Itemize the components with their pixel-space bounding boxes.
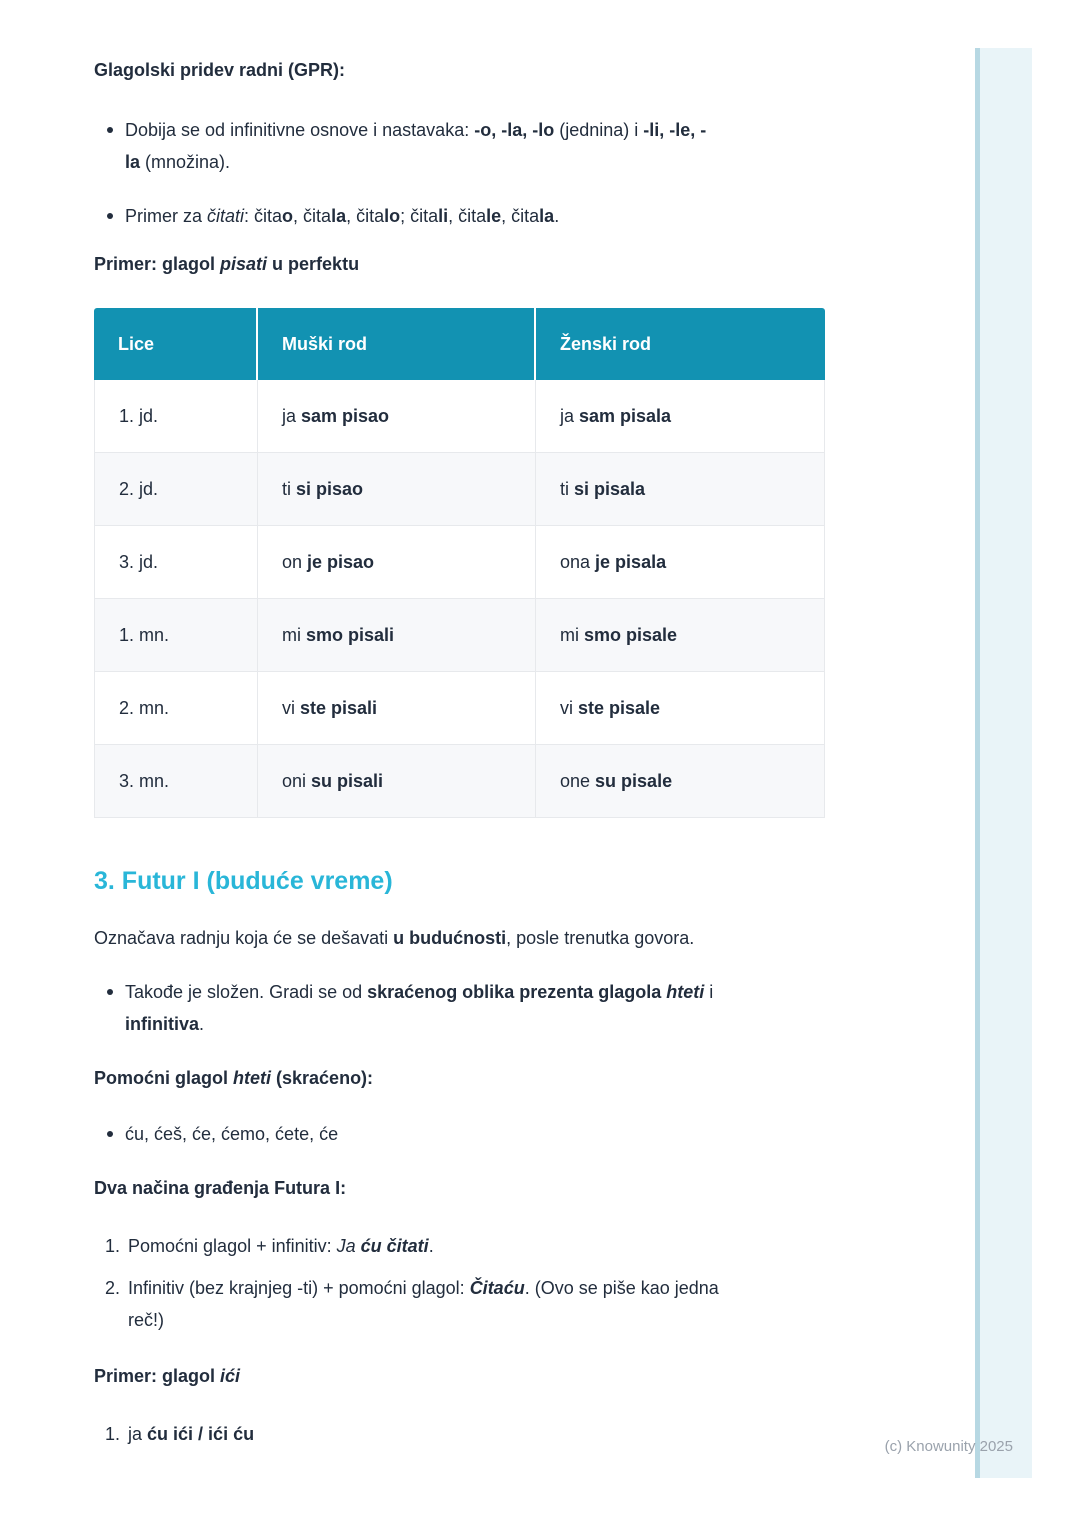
cell-muski: oni su pisali: [258, 745, 536, 818]
list-item-text: ću, ćeš, će, ćemo, ćete, će: [125, 1124, 339, 1144]
list-item-text: ja ću ići / ići ću: [128, 1424, 255, 1444]
table-row: [94, 453, 825, 526]
nacini-ordered-list: [94, 1230, 906, 1336]
cell-lice: 3. mn.: [94, 745, 258, 818]
list-marker: 2.: [105, 1278, 121, 1298]
heading-gpr: Glagolski pridev radni (GPR):: [94, 60, 346, 80]
cell-zenski: one su pisale: [536, 745, 825, 818]
ordered-list-item: [94, 1230, 906, 1262]
cell-muski: on je pisao: [258, 526, 536, 599]
list-item-text: Pomoćni glagol + infinitiv: Ja ću čitati.: [128, 1236, 434, 1256]
cell-zenski: mi smo pisale: [536, 599, 825, 672]
table-row: [94, 672, 825, 745]
cell-zenski: vi ste pisale: [536, 672, 825, 745]
list-item-text: Primer za čitati: čitao, čitala, čitalo; čitali, čitale, čitala.: [125, 206, 560, 226]
list-item: [94, 200, 906, 232]
futur-bullet-list: [94, 976, 906, 1040]
list-item: [94, 976, 906, 1040]
page-content: [94, 0, 906, 1450]
futur-intro-paragraph: Označava radnju koja će se dešavati u budućnosti, posle trenutka govora.: [94, 928, 695, 948]
table-row: [94, 745, 825, 818]
table-row: [94, 599, 825, 672]
list-item-text: Takođe je složen. Gradi se od skraćenog oblika prezenta glagola hteti i infinitiva.: [125, 982, 714, 1034]
list-marker: 1.: [105, 1236, 121, 1256]
list-item: [94, 1118, 906, 1150]
cell-lice: 1. jd.: [94, 380, 258, 453]
header-cell-lice: Lice: [94, 308, 258, 380]
table-caption: Primer: glagol pisati u perfektu: [94, 254, 360, 274]
copyright-notice: (c) Knowunity 2025: [884, 1438, 1013, 1455]
right-margin-stripe: [975, 48, 1032, 1478]
cell-muski: ti si pisao: [258, 453, 536, 526]
table-row: [94, 526, 825, 599]
heading-futur-1: 3. Futur I (buduće vreme): [94, 867, 393, 895]
perfekat-conjugation-table: [94, 308, 825, 818]
ordered-list-item: [94, 1418, 906, 1450]
bullet-dot: [107, 989, 113, 995]
cell-muski: ja sam pisao: [258, 380, 536, 453]
ordered-list-item: [94, 1272, 906, 1336]
cell-muski: mi smo pisali: [258, 599, 536, 672]
list-item-text: Dobija se od infinitivne osnove i nastavaka: -o, -la, -lo (jednina) i -li, -le, - la (množina).: [125, 120, 707, 172]
cell-zenski: ona je pisala: [536, 526, 825, 599]
cell-lice: 1. mn.: [94, 599, 258, 672]
header-cell-zenski-rod: Ženski rod: [536, 308, 825, 380]
bullet-dot: [107, 127, 113, 133]
heading-primer-ici: Primer: glagol ići: [94, 1366, 241, 1386]
gpr-bullet-list: [94, 114, 906, 232]
heading-dva-nacina: Dva načina građenja Futura I:: [94, 1178, 347, 1198]
cell-lice: 2. mn.: [94, 672, 258, 745]
table-header-row: [94, 308, 825, 380]
ici-ordered-list: [94, 1418, 906, 1450]
bullet-dot: [107, 1131, 113, 1137]
list-item-text: Infinitiv (bez krajnjeg -ti) + pomoćni glagol: Čitaću. (Ovo se piše kao jedna reč!): [128, 1278, 719, 1330]
list-marker: 1.: [105, 1424, 121, 1444]
table-row: [94, 380, 825, 453]
heading-pomocni-glagol: Pomoćni glagol hteti (skraćeno):: [94, 1068, 374, 1088]
list-item: [94, 114, 906, 178]
cell-muski: vi ste pisali: [258, 672, 536, 745]
cell-lice: 3. jd.: [94, 526, 258, 599]
header-cell-muski-rod: Muški rod: [258, 308, 536, 380]
bullet-dot: [107, 213, 113, 219]
cell-zenski: ja sam pisala: [536, 380, 825, 453]
pomocni-bullet-list: [94, 1118, 906, 1150]
cell-zenski: ti si pisala: [536, 453, 825, 526]
cell-lice: 2. jd.: [94, 453, 258, 526]
